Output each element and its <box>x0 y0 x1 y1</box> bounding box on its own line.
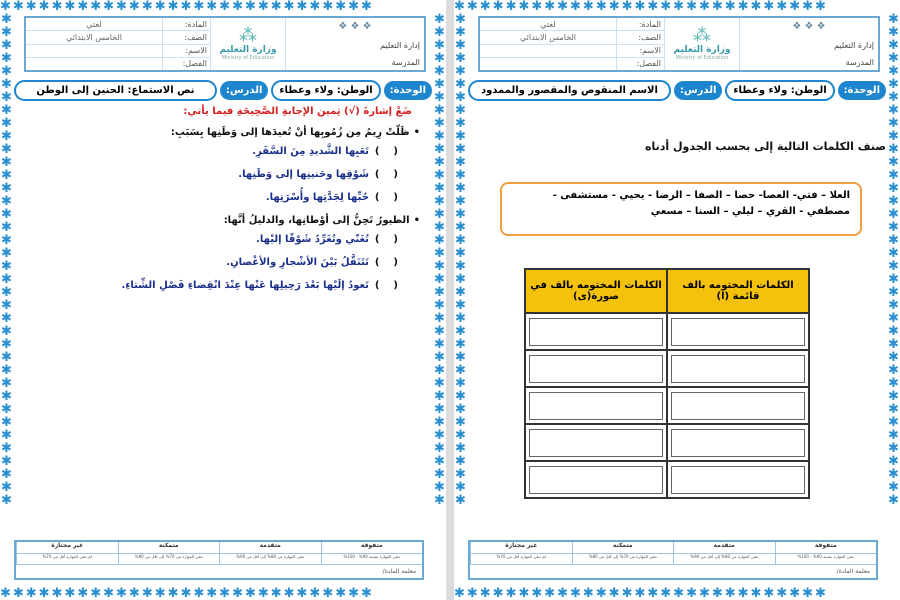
option-1-1[interactable] <box>24 146 398 157</box>
option-text: تَتَنَقَّلُ بَيْنَ الأشْجارِ والأغْصانِ. <box>226 257 369 268</box>
star-border-bottom: ✱✱✱✱✱✱✱✱✱✱✱✱✱✱✱✱✱✱✱✱✱✱✱✱✱✱✱✱✱ <box>454 587 828 600</box>
unit-value: الوطن: ولاء وعطاء <box>725 80 834 101</box>
answer-checkbox[interactable]: ( ) <box>374 234 398 245</box>
level-label: متفوقة <box>775 542 877 553</box>
subject-label: المادة: <box>616 18 664 30</box>
name-label: الاسم: <box>162 45 210 57</box>
grading-footer <box>14 540 424 580</box>
ministry-logo <box>664 18 740 70</box>
teacher-signature: معلمة المادة/ <box>382 568 416 575</box>
classification-table <box>524 268 810 499</box>
answer-cell[interactable] <box>667 350 809 387</box>
word-bank-line-2: مصطفي - القري – ليلي – السنا – مسعي <box>650 206 850 217</box>
star-border-right: ✱✱✱✱✱✱✱✱✱✱✱✱✱✱✱✱✱✱✱✱✱✱✱✱✱✱✱✱✱✱✱✱✱✱✱✱✱✱ <box>888 13 899 508</box>
answer-cell[interactable] <box>525 387 667 424</box>
answer-cell[interactable] <box>525 350 667 387</box>
classification-task <box>468 140 886 153</box>
star-border-bottom: ✱✱✱✱✱✱✱✱✱✱✱✱✱✱✱✱✱✱✱✱✱✱✱✱✱✱✱✱✱ <box>0 587 374 600</box>
quiz-content <box>24 106 420 303</box>
option-text: تُغَنّي وتُغَرِّدُ شَوْقًا إليْها. <box>256 234 369 245</box>
lesson-label: الدرس: <box>220 81 269 100</box>
ministry-name-en: Ministry of Education <box>221 55 275 61</box>
instruction-text: ضَعْ إشارةَ (√) تِمين الإجابةِ الصَّحِيحَةِ فيما يأتي: <box>183 106 412 117</box>
unit-label: الوحدة: <box>838 81 886 100</box>
admin-block <box>286 18 424 70</box>
option-text: شَوْقِها وحَنينِها إلى وَطَنِها. <box>238 169 369 180</box>
answer-checkbox[interactable]: ( ) <box>374 169 398 180</box>
ministry-logo-icon: ⁂ <box>693 25 711 46</box>
option-text: تَعَبِها الشَّديدِ مِنَ السَّفَرِ. <box>252 146 369 157</box>
lesson-bar <box>468 78 886 102</box>
level-descriptor[interactable]: لم تتقن المهارة أقل من 70% <box>470 554 572 564</box>
ministry-name-en: Ministry of Education <box>675 55 729 61</box>
question-text: الطيورُ تَحِنُّ إلى أوْطانِها، والدليلُ أنَّها: <box>223 215 410 226</box>
worksheet-left <box>0 0 446 600</box>
header-alif-qaima: الكلمات المختومه بالف قائمة (ا) <box>667 269 809 313</box>
grade-value[interactable]: الخامس الابتدائي <box>519 32 577 42</box>
grade-value[interactable]: الخامس الابتدائي <box>65 32 123 42</box>
ministry-name-ar: وزارة التعليم <box>219 45 277 55</box>
answer-cell[interactable] <box>667 424 809 461</box>
option-1-3[interactable] <box>24 192 398 203</box>
education-admin-label: إدارة التعليم <box>380 40 420 50</box>
task-text: صنف الكلمات التالية إلى بحسب الجدول أدناه <box>644 140 886 153</box>
lesson-value: الاسم المنقوص والمقصور والممدود <box>468 80 671 101</box>
star-border-left: ✱✱✱✱✱✱✱✱✱✱✱✱✱✱✱✱✱✱✱✱✱✱✱✱✱✱✱✱✱✱✱✱✱✱✱✱✱✱ <box>1 13 12 508</box>
star-border-right: ✱✱✱✱✱✱✱✱✱✱✱✱✱✱✱✱✱✱✱✱✱✱✱✱✱✱✱✱✱✱✱✱✱✱✱✱✱✱ <box>434 13 445 508</box>
unit-value: الوطن: ولاء وعطاء <box>271 80 380 101</box>
answer-cell[interactable] <box>667 387 809 424</box>
class-label: الفصل: <box>616 58 664 70</box>
school-label: المدرسة <box>391 58 420 67</box>
education-admin-label: إدارة التعليم <box>834 40 874 50</box>
level-label: متقدمة <box>673 542 775 553</box>
level-descriptor[interactable]: تتقن المهارة بنسبة 90% - 100% <box>321 554 423 564</box>
question-text: ظَلّتْ رِيمُ مِن زُمُوبِها أنْ تُعيدَها إلى وَطَنِها بِسَبَبِ: <box>170 127 410 138</box>
subject-value[interactable]: لغتي <box>86 19 102 29</box>
option-text: حُبِّها لِجَدَّتِها وأُسْرَتِها. <box>265 192 369 203</box>
option-2-3[interactable] <box>24 280 398 291</box>
grade-label: الصف: <box>616 31 664 43</box>
unit-label: الوحدة: <box>384 81 432 100</box>
level-descriptor[interactable]: تتقن المهارة بنسبة 90% - 100% <box>775 554 877 564</box>
page-gap <box>446 0 454 600</box>
word-bank-line-1: العلا – فتي- العصا- حصا – الصفا – الرضا - يحيي - مستشفى - <box>552 190 850 201</box>
answer-cell[interactable] <box>525 424 667 461</box>
worksheet-header <box>24 16 426 72</box>
option-2-1[interactable] <box>24 234 398 245</box>
answer-cell[interactable] <box>667 461 809 498</box>
question-1: • ظَلّتْ رِيمُ مِن زُمُوبِها أنْ تُعيدَها إلى وَطَنِها بِسَبَبِ: <box>170 127 420 138</box>
student-fields <box>26 18 210 70</box>
school-label: المدرسة <box>845 58 874 67</box>
level-label: متقدمة <box>219 542 321 553</box>
ministry-logo-icon: ⁂ <box>239 25 257 46</box>
admin-block <box>740 18 878 70</box>
header-alif-maqsura: الكلمات المختومه بالف في صورة(ى) <box>525 269 667 313</box>
level-descriptor[interactable]: تتقن المهارة من 80% إلى أقل من 90% <box>673 554 775 564</box>
level-descriptor[interactable]: تتقن المهارة من 70% إلى أقل من 80% <box>118 554 220 564</box>
option-1-2[interactable] <box>24 169 398 180</box>
ministry-logo <box>210 18 286 70</box>
teacher-signature: معلمة المادة/ <box>836 568 870 575</box>
star-border-top: ✱✱✱✱✱✱✱✱✱✱✱✱✱✱✱✱✱✱✱✱✱✱✱✱✱✱✱✱✱ <box>0 0 374 13</box>
grade-label: الصف: <box>162 31 210 43</box>
ministry-name-ar: وزارة التعليم <box>673 45 731 55</box>
word-bank <box>500 182 862 236</box>
lesson-value: نص الاستماع: الحنين إلى الوطن <box>14 80 217 101</box>
worksheet-header <box>478 16 880 72</box>
kingdom-emblem: ❖ ❖ ❖ <box>338 21 372 32</box>
answer-checkbox[interactable]: ( ) <box>374 257 398 268</box>
level-descriptor[interactable]: تتقن المهارة من 80% إلى أقل من 90% <box>219 554 321 564</box>
level-descriptor[interactable]: لم تتقن المهارة أقل من 70% <box>16 554 118 564</box>
level-label: متمكنة <box>118 542 220 553</box>
star-border-top: ✱✱✱✱✱✱✱✱✱✱✱✱✱✱✱✱✱✱✱✱✱✱✱✱✱✱✱✱✱ <box>454 0 828 13</box>
question-2: • الطيورُ تَحِنُّ إلى أوْطانِها، والدليلُ أنَّها: <box>223 215 420 226</box>
name-label: الاسم: <box>616 45 664 57</box>
option-text: تَعودُ إلَيْها بَعْدَ رَحِيلِها عَنْها عِنْدَ انْقِضاءِ فَصْلِ الشِّتاءِ. <box>121 280 369 291</box>
kingdom-emblem: ❖ ❖ ❖ <box>792 21 826 32</box>
answer-checkbox[interactable]: ( ) <box>374 280 398 291</box>
subject-label: المادة: <box>162 18 210 30</box>
lesson-bar <box>14 78 432 102</box>
subject-value[interactable]: لغتي <box>540 19 556 29</box>
class-label: الفصل: <box>162 58 210 70</box>
answer-cell[interactable] <box>525 461 667 498</box>
level-label: متمكنة <box>572 542 674 553</box>
star-border-left: ✱✱✱✱✱✱✱✱✱✱✱✱✱✱✱✱✱✱✱✱✱✱✱✱✱✱✱✱✱✱✱✱✱✱✱✱✱✱ <box>455 13 466 508</box>
level-label: غير مجتازة <box>16 542 118 553</box>
answer-checkbox[interactable]: ( ) <box>374 146 398 157</box>
level-descriptor[interactable]: تتقن المهارة من 70% إلى أقل من 80% <box>572 554 674 564</box>
answer-cell[interactable] <box>525 313 667 350</box>
student-fields <box>480 18 664 70</box>
answer-cell[interactable] <box>667 313 809 350</box>
level-label: متفوقة <box>321 542 423 553</box>
lesson-label: الدرس: <box>674 81 723 100</box>
grading-footer <box>468 540 878 580</box>
level-label: غير مجتازة <box>470 542 572 553</box>
option-2-2[interactable] <box>24 257 398 268</box>
answer-checkbox[interactable]: ( ) <box>374 192 398 203</box>
